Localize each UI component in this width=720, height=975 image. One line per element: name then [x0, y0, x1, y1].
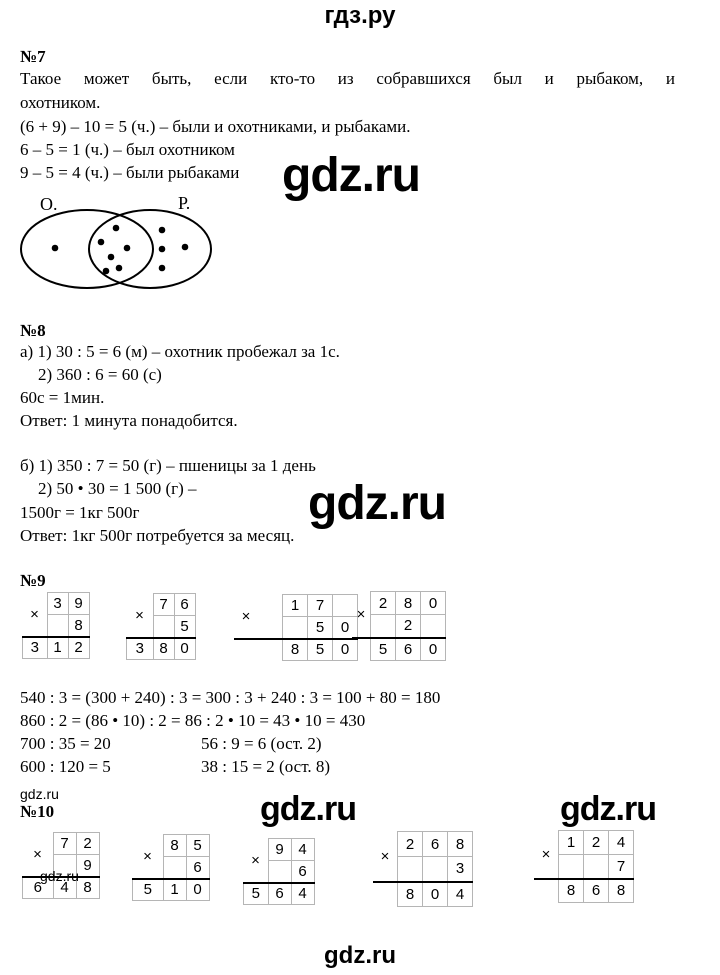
watermark: gdz.ru — [260, 790, 356, 828]
watermark: gdz.ru — [282, 149, 420, 202]
watermark-small: gdz.ru — [20, 786, 59, 802]
task-8b-convert: 1500г = 1кг 500г — [20, 503, 140, 522]
multiplication-124x7: × 1 2 4 7 8 6 8 — [534, 830, 634, 903]
multiplication-85x6: × 8 5 6 5 1 0 — [132, 834, 210, 901]
task-9-expression-1: 540 : 3 = (300 + 240) : 3 = 300 : 3 + 240 : 3 = 100 + 80 = 180 — [20, 688, 441, 707]
multiplication-268x3: × 2 6 8 3 8 0 4 — [373, 831, 473, 907]
multiplication-76x5: × 7 6 5 3 8 0 — [126, 593, 196, 660]
venn-circle-left — [21, 210, 153, 288]
venn-dots — [52, 225, 189, 275]
task-7-line-2: (6 + 9) – 10 = 5 (ч.) – были и охотниками, и рыбаками. — [20, 117, 411, 136]
page-header: гдз.ру — [324, 2, 396, 29]
venn-label-right: Р. — [178, 193, 191, 213]
multiplication-94x6: × 9 4 6 5 6 4 — [243, 838, 315, 905]
task-7-line-4: 9 – 5 = 4 (ч.) – были рыбаками — [20, 163, 240, 182]
task-8b-step-2: 2) 50 • 30 = 1 500 (г) – — [38, 479, 197, 498]
task-9-expression-4b: 38 : 15 = 2 (ост. 8) — [201, 757, 331, 776]
task-9-expression-3a: 700 : 35 = 20 — [20, 734, 111, 753]
task-8a-step-2: 2) 360 : 6 = 60 (с) — [38, 365, 162, 384]
task-10-title: №10 — [20, 802, 55, 821]
task-8b-answer: Ответ: 1кг 500г потребуется за месяц. — [20, 526, 295, 545]
task-7-line-1: Такое может быть, если кто-то из собравшихся был и рыбаком, и — [20, 69, 675, 88]
task-8a-step-1: а) 1) 30 : 5 = 6 (м) – охотник пробежал за 1с. — [20, 342, 340, 361]
venn-diagram — [15, 205, 215, 295]
footer-watermark: gdz.ru — [324, 942, 396, 969]
task-9-expression-3b: 56 : 9 = 6 (ост. 2) — [201, 734, 322, 753]
task-8a-answer: Ответ: 1 минута понадобится. — [20, 411, 238, 430]
venn-label-left: О. — [40, 194, 58, 214]
task-9-title: №9 — [20, 571, 46, 590]
venn-circle-right — [89, 210, 211, 288]
multiplication-39x8: × 3 9 8 3 1 2 — [22, 592, 90, 659]
task-8a-convert: 60с = 1мин. — [20, 388, 105, 407]
watermark-small: gdz.ru — [40, 868, 79, 884]
task-8-title: №8 — [20, 321, 46, 340]
task-7-title: №7 — [20, 47, 46, 66]
task-7-line-1b: охотником. — [20, 93, 101, 112]
watermark: gdz.ru — [560, 790, 656, 828]
task-7-line-3: 6 – 5 = 1 (ч.) – был охотником — [20, 140, 235, 159]
watermark: gdz.ru — [308, 477, 446, 530]
task-9-expression-4a: 600 : 120 = 5 — [20, 757, 111, 776]
task-8b-step-1: б) 1) 350 : 7 = 50 (г) – пшеницы за 1 день — [20, 456, 316, 475]
multiplication-280x2: × 2 8 0 2 5 6 0 — [352, 591, 446, 661]
multiplication-72x9: × 7 2 9 6 4 8 — [22, 832, 100, 899]
multiplication-17x50: × 1 7 5 0 8 5 0 — [234, 594, 358, 661]
task-9-expression-2: 860 : 2 = (86 • 10) : 2 = 86 : 2 • 10 = 43 • 10 = 430 — [20, 711, 366, 730]
